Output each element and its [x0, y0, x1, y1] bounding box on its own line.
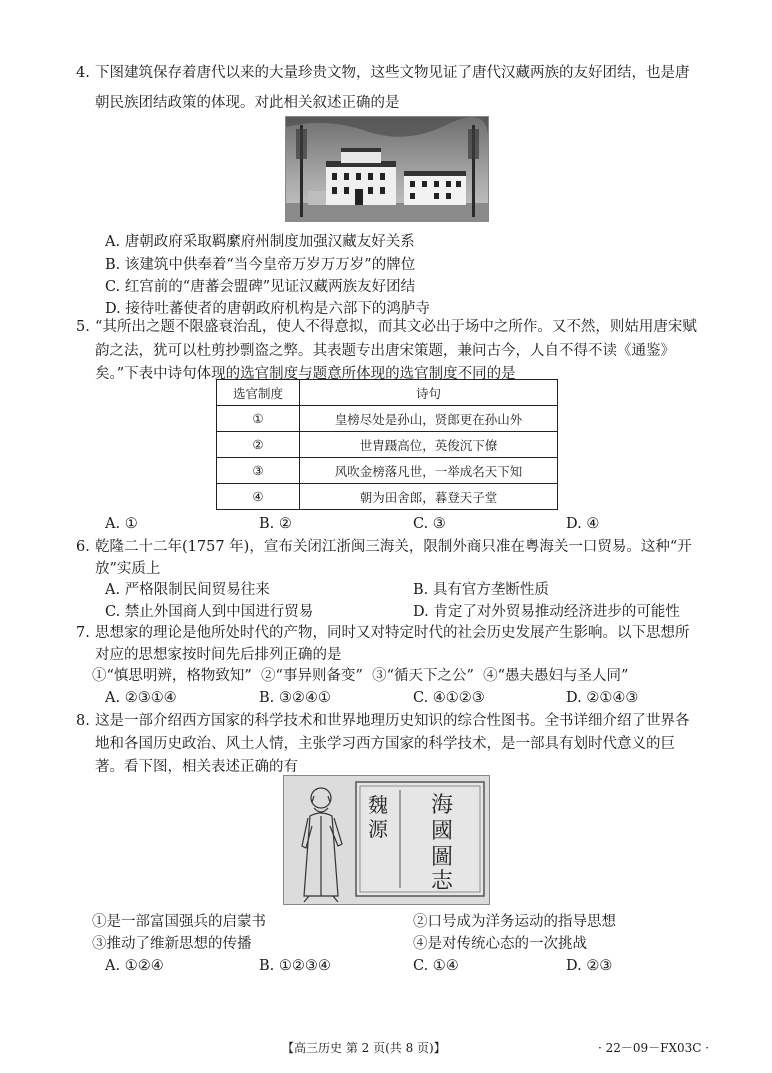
table-cell-number: ① [217, 406, 300, 432]
footer-paper-code: · 22－09－FX03C · [598, 1041, 710, 1055]
q8-option-d[interactable]: D. ②③ [566, 958, 613, 974]
footer-page-info: 【高三历史 第 2 页(共 8 页)】 [282, 1041, 446, 1055]
q8-statement-4: ④是对传统心态的一次挑战 [413, 936, 587, 952]
q7-option-c[interactable]: C. ④①②③ [413, 690, 485, 706]
seal-text-hai: 海 [430, 793, 454, 818]
table-row [217, 432, 558, 458]
q8-statement-1: ①是一部富国强兵的启蒙书 [92, 914, 266, 930]
table-cell-poem: 朝为田舍郎，暮登天子堂 [300, 484, 558, 510]
q8-number: 8. [76, 713, 90, 729]
seal-text-yuan: 源 [368, 817, 388, 841]
q8-option-a[interactable]: A. ①②④ [105, 958, 164, 974]
q4-option-a[interactable]: A. 唐朝政府采取羁縻府州制度加强汉藏友好关系 [105, 234, 415, 250]
seal-text-tu: 圖 [430, 845, 454, 870]
seal-text-guo: 國 [430, 819, 454, 844]
q8-statement-3: ③推动了维新思想的传播 [92, 936, 252, 952]
q8-option-b[interactable]: B. ①②③④ [259, 958, 331, 974]
q6-option-d[interactable]: D. 肯定了对外贸易推动经济进步的可能性 [413, 604, 680, 620]
q6-number: 6. [76, 539, 90, 555]
q4-number: 4. [76, 65, 90, 81]
q8-book-image [283, 775, 490, 905]
q4-option-d[interactable]: D. 接待吐蕃使者的唐朝政府机构是六部下的鸿胪寺 [105, 301, 430, 317]
seal-text-wei: 魏 [368, 793, 388, 817]
q6-text: 乾隆二十二年(1757 年)，宣布关闭江浙闽三海关，限制外商只准在粤海关一口贸易。这种“开放”实质上 [95, 539, 692, 577]
q5-stem [78, 316, 698, 387]
q5-option-a[interactable]: A. ① [105, 516, 138, 532]
q7-option-d[interactable]: D. ②①④③ [566, 690, 639, 706]
q7-number: 7. [76, 625, 90, 641]
q7-text: 思想家的理论是他所处时代的产物，同时又对特定时代的社会历史发展产生影响。以下思想所对应的思想家按时间先后排列正确的是 [95, 625, 690, 663]
q8-statement-2: ②口号成为洋务运动的指导思想 [413, 914, 616, 930]
q8-text: 这是一部介绍西方国家的科学技术和世界地理历史知识的综合性图书。全书详细介绍了世界各地和各国历史政治、风土人情，主张学习西方国家的科学技术，是一部具有划时代意义的巨著。看下图，相关表述正确的有 [95, 713, 690, 775]
q7-thought-items: ①“慎思明辨，格物致知” ②“事异则备变” ③“循天下之公” ④“愚夫愚妇与圣人同” [92, 668, 629, 684]
table-cell-poem: 风吹金榜落凡世，一举成名天下知 [300, 458, 558, 484]
q5-number: 5. [76, 319, 90, 335]
q6-option-b[interactable]: B. 具有官方垄断性质 [413, 582, 549, 598]
table-cell-number: ② [217, 432, 300, 458]
q4-option-c[interactable]: C. 红宫前的“唐蕃会盟碑”见证汉藏两族友好团结 [105, 279, 416, 295]
q8-option-c[interactable]: C. ①④ [413, 958, 459, 974]
q4-option-b[interactable]: B. 该建筑中供奉着“当今皇帝万岁万万岁”的牌位 [105, 257, 416, 273]
seal-text-zhi: 志 [430, 869, 454, 894]
q5-selection-table [216, 379, 558, 510]
table-row [217, 406, 558, 432]
q7-option-a[interactable]: A. ②③①④ [105, 690, 177, 706]
table-header-poem: 诗句 [300, 380, 558, 406]
q6-stem [78, 536, 698, 580]
table-cell-number: ③ [217, 458, 300, 484]
table-cell-poem: 皇榜尽处是孙山，贤郎更在孙山外 [300, 406, 558, 432]
table-cell-poem: 世胄蹑高位，英俊沉下僚 [300, 432, 558, 458]
potala-building-image [286, 117, 488, 221]
q5-option-c[interactable]: C. ③ [413, 516, 446, 532]
q4-stem [78, 58, 698, 118]
q4-text: 下图建筑保存着唐代以来的大量珍贵文物，这些文物见证了唐代汉藏两族的友好团结，也是唐朝民族团结政策的体现。对此相关叙述正确的是 [95, 65, 690, 111]
table-row [217, 458, 558, 484]
q7-option-b[interactable]: B. ③②④① [259, 690, 331, 706]
table-header-system: 选官制度 [217, 380, 300, 406]
q4-building-photo [285, 116, 489, 222]
q6-option-c[interactable]: C. 禁止外国商人到中国进行贸易 [105, 604, 314, 620]
q6-option-a[interactable]: A. 严格限制民间贸易往来 [105, 582, 270, 598]
q8-stem [78, 710, 698, 779]
wei-yuan-portrait-image [284, 776, 489, 904]
q5-option-b[interactable]: B. ② [259, 516, 292, 532]
table-cell-number: ④ [217, 484, 300, 510]
table-row [217, 484, 558, 510]
q5-option-d[interactable]: D. ④ [566, 516, 600, 532]
table-header-row [217, 380, 558, 406]
q7-stem [78, 622, 698, 666]
q5-text: “其所出之题不限盛衰治乱，使人不得意拟，而其文必出于场中之所作。又不然，则姑用唐宋赋韵之法，犹可以杜剪抄剽盗之弊。其表题专出唐宋策题，兼问古今，人自不得不读《通鉴》矣。”下表中诗句体现的选官制度与题意所体现的选官制度不同的是 [95, 319, 697, 382]
